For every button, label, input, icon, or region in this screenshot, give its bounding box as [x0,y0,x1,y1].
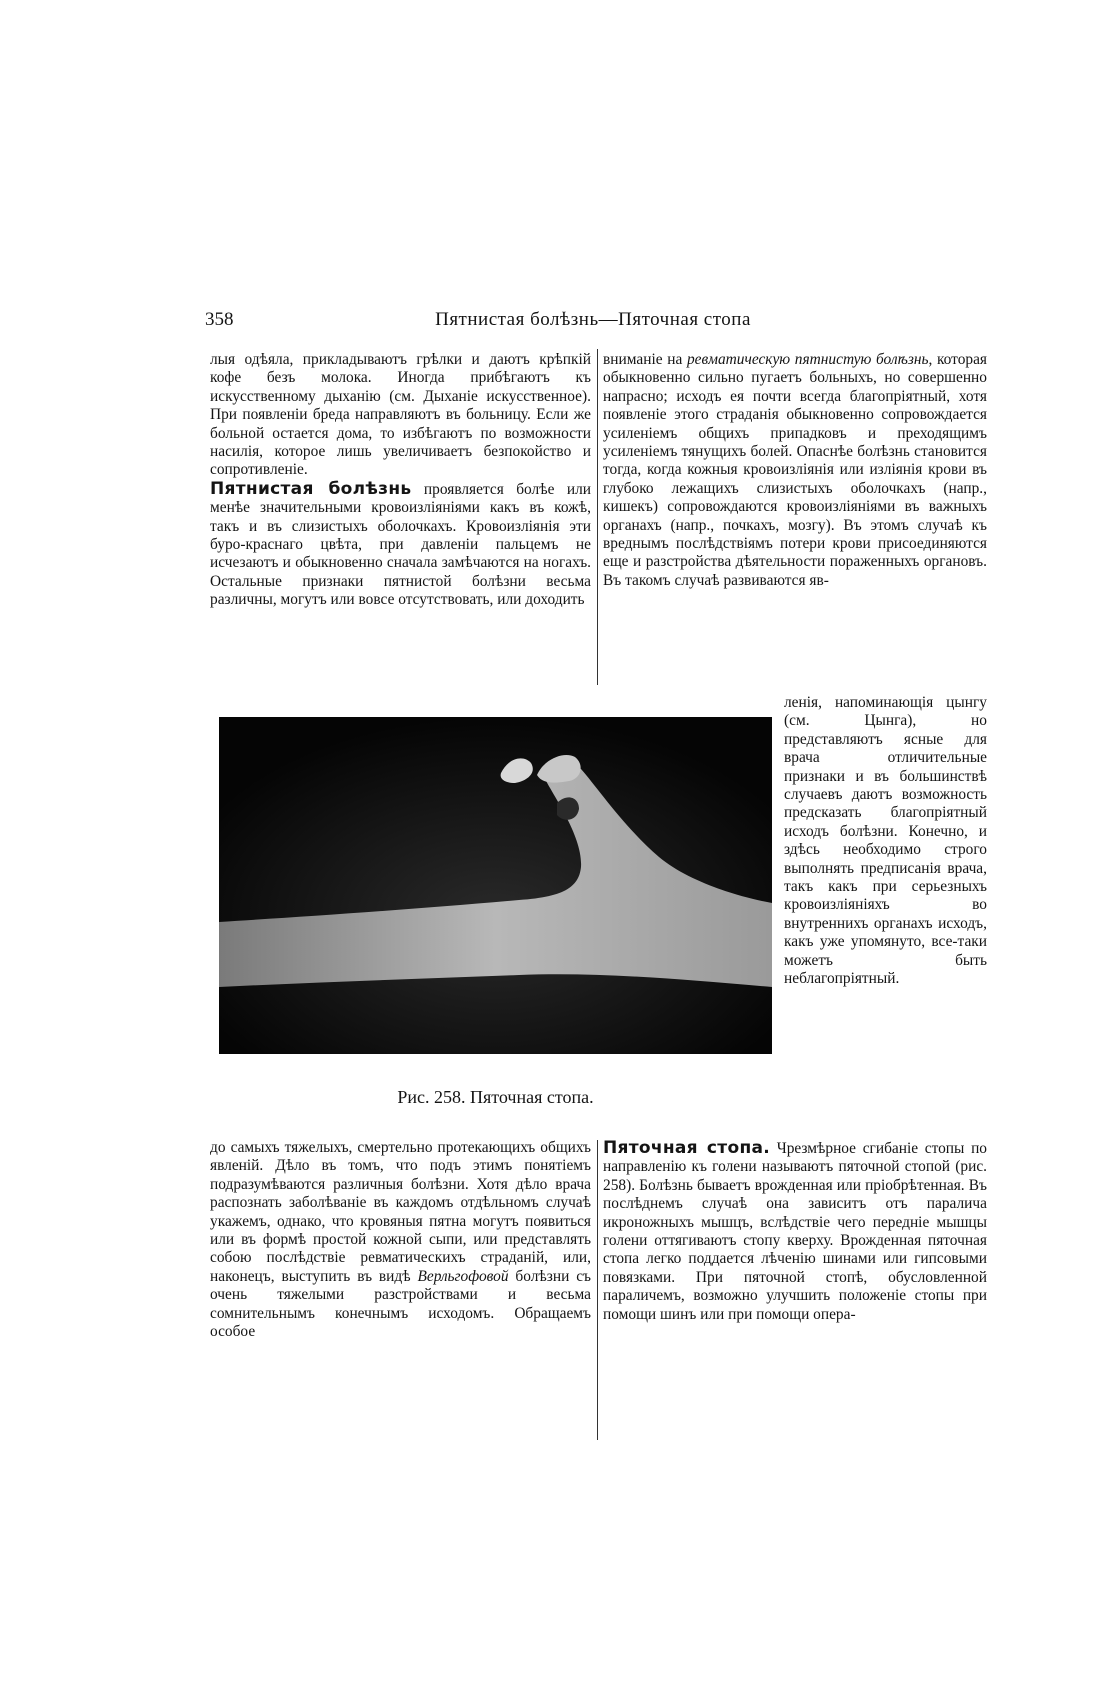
paragraph [210,1139,591,1341]
right-column-bottom [603,1139,987,1324]
column-divider [597,349,598,685]
body-text: до самыхъ тяжелыхъ, смертельно протекающихъ общихъ явленій. Дѣло въ томъ, что подъ этимъ понятіемъ подразумѣваются различныя болѣзни. Хотя дѣло врача распознать заболѣваніе въ каждомъ отдѣльномъ случаѣ укажемъ, однако, что кровяныя пятна могутъ появиться или въ формѣ простой кожной сыпи, или представлять собою послѣдствіе ревматическихъ страданій, или, наконецъ, выступить въ видѣ [210,1139,591,1285]
figure-caption: Рис. 258. Пяточная стопа. [397,1087,594,1107]
figure-photo [219,717,772,1054]
right-column-top [603,351,987,590]
body-text: болѣзни съ очень тяжелыми разстройствами и весьма сомнительнымъ конечнымъ исходомъ. Обращаемъ особое [210,1267,591,1341]
section-heading: Пяточная стопа. [603,1138,771,1158]
left-column-bottom [210,1139,591,1341]
running-title: Пятнистая болѣзнь—Пяточная стопа [435,309,751,330]
section-heading: Пятнистая болѣзнь [210,478,412,499]
body-text: проявляется болѣе или менѣе значительными кровоизліяніями какъ въ кожѣ, такъ и въ слизистыхъ оболочкахъ. Кровоизліянія эти буро-краснаго цвѣта, при давленіи пальцемъ не исчезаютъ и обыкновенно сначала замѣчаются на ногахъ. Остальные признаки пятнистой болѣзни весьма различны, могутъ или вовсе отсутствовать, или доходить [210,480,592,609]
column-divider [597,1140,598,1440]
paragraph [603,1139,987,1324]
paragraph [784,694,987,989]
page-header [205,309,981,335]
italic-term: Верльгофовой [417,1267,509,1285]
body-text: вниманіе на [603,351,687,368]
paragraph [603,351,987,590]
page-number: 358 [205,309,234,330]
body-text: Чрезмѣрное сгибаніе стопы по направленію къ голени называютъ пяточной стопой (рис. 258). Болѣзнь бываетъ врожденная или пріобрѣтенная. Въ послѣднемъ случаѣ она зависитъ отъ паралича икроножныхъ мышцъ, вслѣдствіе чего передніе мышцы голени оттягиваютъ стопу кверху. Врожденная пяточная стопа легко поддается лѣченію шинами или гипсовыми повязками. При пяточной стопѣ, обусловленной параличемъ, возможно улучшить положеніе стопы при помощи шинъ или при помощи опера- [603,1140,987,1323]
paragraph [210,351,591,480]
italic-term: ревматическую пятнистую болѣзнь [686,351,929,368]
heel-foot-photo [219,717,772,1054]
body-text: , которая обыкновенно сильно пугаетъ больныхъ, но совершенно напрасно; исходъ ея почти всегда благопріятный, хотя появленіе этого страданія обыкновенно сопровождается усиленіемъ общихъ припадковъ и преходящимъ усиленіемъ тянущихъ болей. Опаснѣе болѣзнь становится тогда, когда кожныя кровоизліянія или изліянія крови въ глубоко лежащихъ слизистыхъ оболочкахъ (напр., кишекъ) сопровождаются кровоизліяніями въ важныхъ органахъ (напр., почкахъ, мозгу). Въ этомъ случаѣ къ вреднымъ послѣдствіямъ потери крови присоединяются еще и разстройства дѣятельности пораженныхъ органовъ. Въ такомъ случаѣ развиваются яв- [603,351,988,589]
body-text: ленія, напоминающія цынгу (см. Цынга), но представляютъ ясные для врача отличительные признаки и въ большинствѣ случаевъ даютъ возможность предсказать благопріятный исходъ болѣзни. Конечно, и здѣсь необходимо строго выполнять предписанія врача, такъ какъ при серьезныхъ кровоизліяніяхъ во внутреннихъ органахъ исходъ, какъ уже упомянуто, все-таки можетъ быть неблагопріятный. [784,694,987,988]
paragraph [210,480,591,610]
narrow-column [784,694,987,989]
left-column-top [210,351,591,610]
body-text: лыя одѣяла, прикладываютъ грѣлки и даютъ крѣпкій кофе безъ молока. Иногда прибѣгаютъ къ искусственному дыханію (см. Дыханіе искусственное). При появленіи бреда направляютъ въ больницу. Если же больной остается дома, то избѣгаютъ по возможности насилія, которое лишь увеличиваетъ безпокойство и сопротивленіе. [210,351,591,479]
